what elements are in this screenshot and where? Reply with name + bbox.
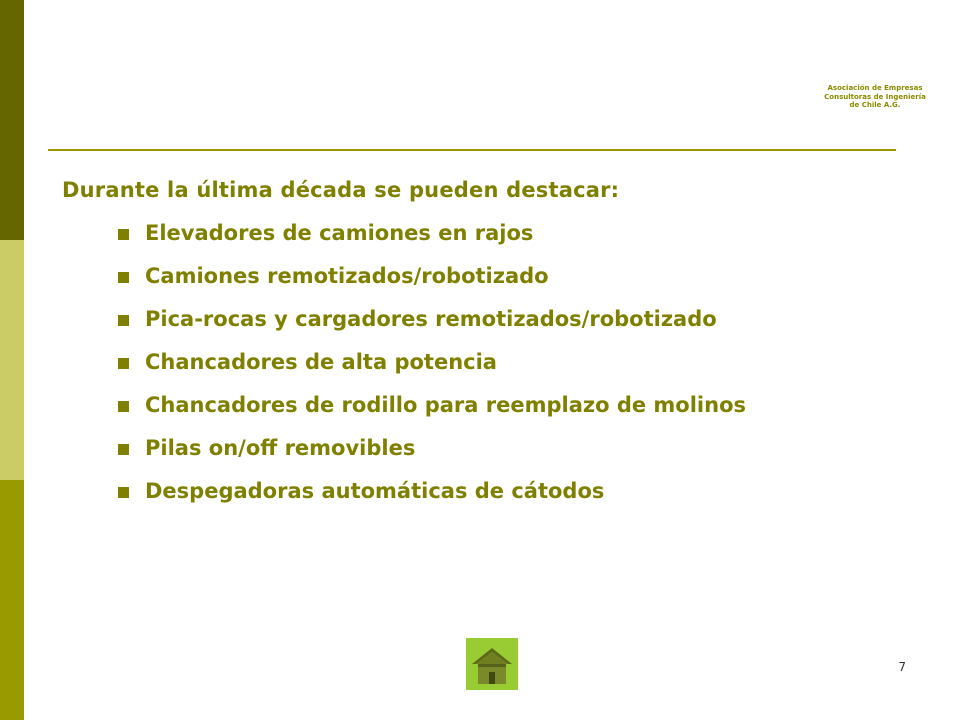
bullet-item [118,220,898,247]
bullet-item [118,349,898,376]
square-bullet-icon [118,315,129,326]
home-button[interactable] [466,638,518,690]
bullet-item [118,306,898,333]
bullet-text: Elevadores de camiones en rajos [145,221,534,245]
page-number: 7 [898,660,906,674]
square-bullet-icon [118,444,129,455]
square-bullet-icon [118,229,129,240]
bullet-text: Pica-rocas y cargadores remotizados/robotizado [145,307,717,331]
bullet-text: Camiones remotizados/robotizado [145,264,549,288]
bullet-text: Chancadores de alta potencia [145,350,497,374]
square-bullet-icon [118,358,129,369]
organization-line: Asociación de Empresas [827,84,923,92]
bullet-text: Chancadores de rodillo para reemplazo de molinos [145,393,747,417]
bullet-item [118,478,898,505]
organization-line: Consultoras de Ingeniería [824,92,926,101]
title-divider [48,149,896,151]
slide-heading: Durante la última década se pueden destacar: [62,178,620,202]
organization-line: de Chile A.G. [849,101,901,109]
bullet-text: Pilas on/off removibles [145,436,416,460]
sidebar-band-bottom [0,480,24,720]
bullet-text: Despegadoras automáticas de cátodos [145,479,605,503]
sidebar-band-top [0,0,24,240]
square-bullet-icon [118,487,129,498]
house-icon [466,638,518,690]
bullet-item [118,392,825,419]
organization-logo-text [800,84,950,110]
sidebar-band-middle [0,240,24,480]
square-bullet-icon [118,401,129,412]
square-bullet-icon [118,272,129,283]
bullet-list [118,220,898,505]
bullet-item [118,435,898,462]
bullet-item [118,263,898,290]
